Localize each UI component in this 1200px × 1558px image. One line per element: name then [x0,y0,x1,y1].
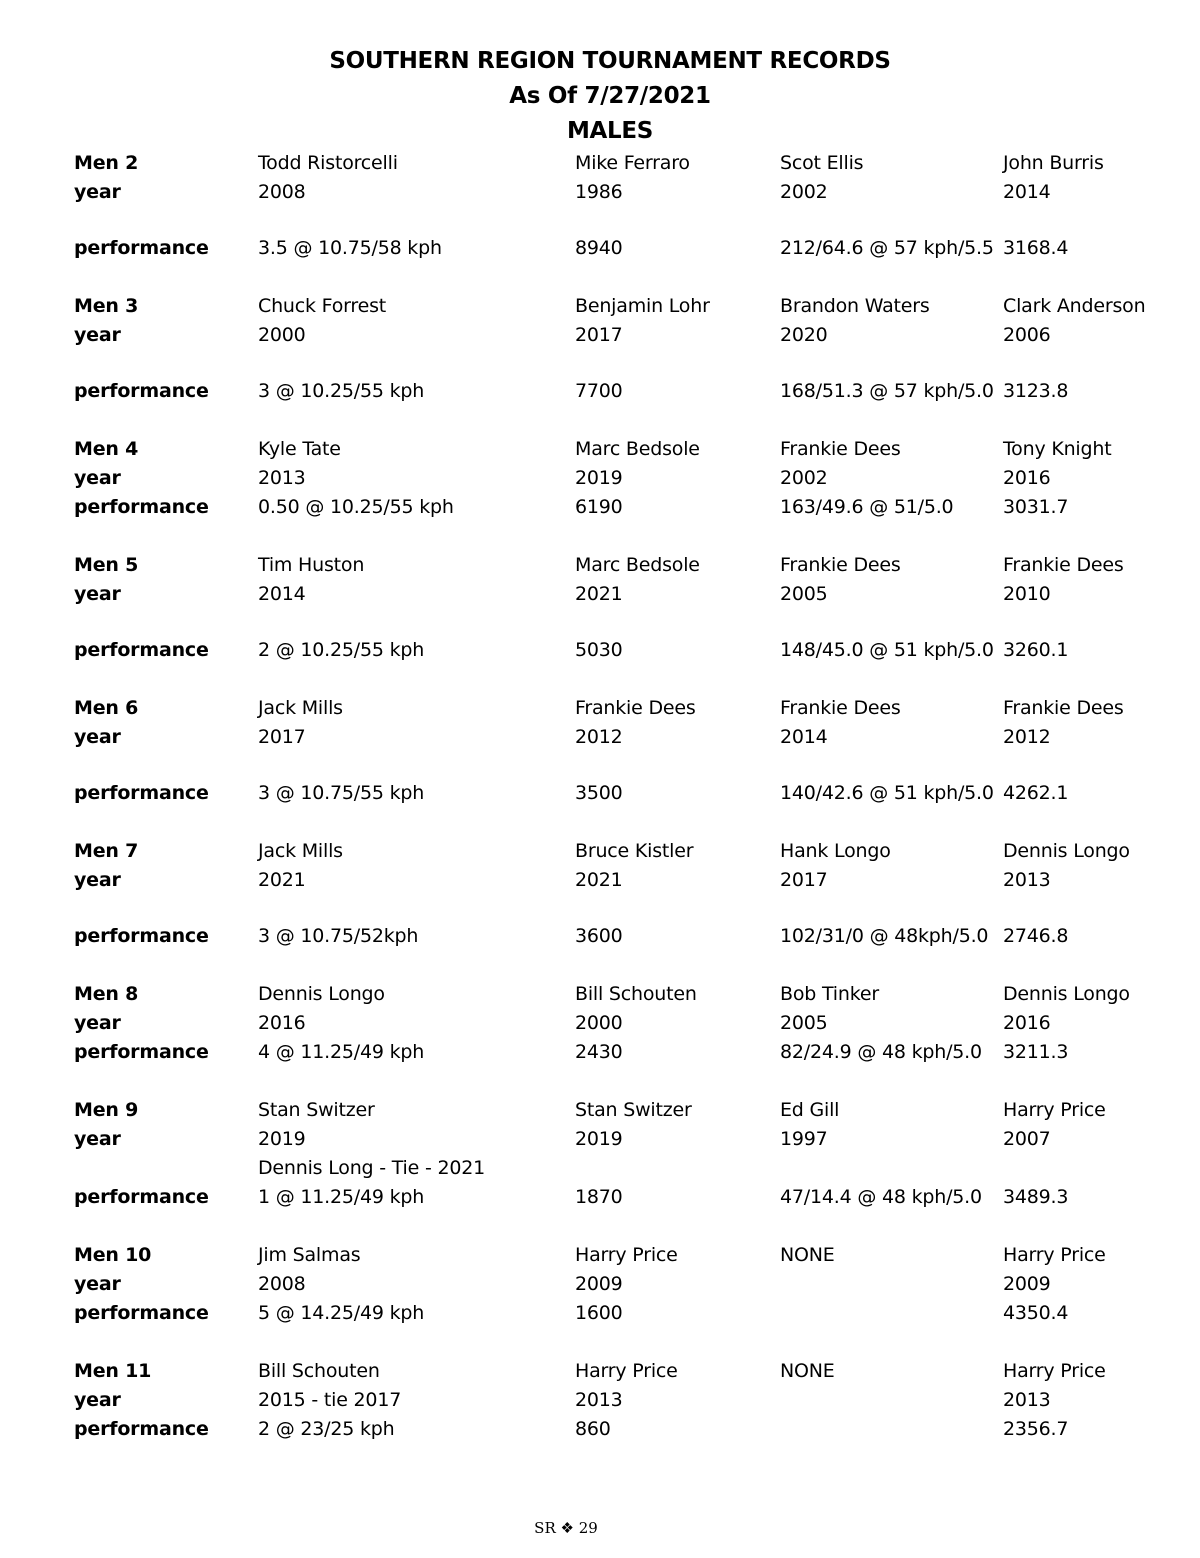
record-group [0,1356,1200,1443]
division-row [0,979,1200,1008]
division-row [0,434,1200,463]
record-cell: Frankie Dees [1003,697,1124,719]
record-cell: Hank Longo [780,840,891,862]
division-row [0,1240,1200,1269]
row-label: performance [74,925,209,947]
record-cell: Dennis Longo [258,983,385,1005]
record-cell: 1870 [575,1186,623,1208]
record-cell: 3168.4 [1003,237,1069,259]
row-label: performance [74,639,209,661]
record-cell: 2002 [780,181,828,203]
record-cell: 4262.1 [1003,782,1069,804]
performance-row [0,608,1200,664]
row-label: Men 10 [74,1244,152,1266]
row-label: Men 7 [74,840,139,862]
record-group [0,434,1200,521]
record-cell: Harry Price [1003,1360,1106,1382]
record-cell: 2012 [1003,726,1051,748]
year-row [0,579,1200,608]
record-cell: Dennis Long - Tie - 2021 [258,1157,486,1179]
record-group [0,291,1200,405]
record-cell: Frankie Dees [575,697,696,719]
record-group [0,836,1200,950]
record-cell: Bill Schouten [575,983,697,1005]
record-cell: Brandon Waters [780,295,930,317]
record-cell: 2019 [575,1128,623,1150]
record-group [0,693,1200,807]
group-spacer [0,405,1200,434]
record-cell: 140/42.6 @ 51 kph/5.0 [780,782,994,804]
record-cell: 2010 [1003,583,1051,605]
division-row [0,1095,1200,1124]
row-label: Men 2 [74,152,139,174]
division-row [0,1356,1200,1385]
record-group [0,148,1200,262]
row-label: year [74,1128,121,1150]
row-label: performance [74,380,209,402]
record-cell: 2009 [575,1273,623,1295]
record-cell: 2005 [780,583,828,605]
performance-row [0,894,1200,950]
record-cell: Stan Switzer [258,1099,375,1121]
row-label: performance [74,1041,209,1063]
year-row [0,865,1200,894]
record-cell: NONE [780,1360,835,1382]
row-label: Men 9 [74,1099,139,1121]
division-row [0,693,1200,722]
record-cell: 2000 [258,324,306,346]
row-label: year [74,324,121,346]
row-label: Men 5 [74,554,139,576]
record-cell: 5 @ 14.25/49 kph [258,1302,425,1324]
row-label: performance [74,782,209,804]
record-cell: 2002 [780,467,828,489]
record-cell: Bill Schouten [258,1360,380,1382]
record-cell: 2014 [780,726,828,748]
record-cell: 2013 [1003,869,1051,891]
record-cell: 0.50 @ 10.25/55 kph [258,496,454,518]
record-cell: 1600 [575,1302,623,1324]
performance-row [0,1037,1200,1066]
record-cell: 1986 [575,181,623,203]
year-row [0,320,1200,349]
record-cell: Mike Ferraro [575,152,690,174]
record-cell: Harry Price [575,1244,678,1266]
division-row [0,550,1200,579]
performance-row [0,751,1200,807]
row-label: performance [74,237,209,259]
record-cell: Chuck Forrest [258,295,387,317]
record-cell: 2013 [575,1389,623,1411]
record-cell: John Burris [1003,152,1104,174]
performance-row [0,206,1200,262]
division-row [0,836,1200,865]
record-cell: 2 @ 23/25 kph [258,1418,395,1440]
row-label: year [74,1389,121,1411]
record-cell: 168/51.3 @ 57 kph/5.0 [780,380,994,402]
record-cell: 5030 [575,639,623,661]
record-cell: 163/49.6 @ 51/5.0 [780,496,954,518]
record-cell: 3600 [575,925,623,947]
record-cell: 47/14.4 @ 48 kph/5.0 [780,1186,982,1208]
record-cell: 2012 [575,726,623,748]
record-cell: Clark Anderson [1003,295,1146,317]
record-cell: 6190 [575,496,623,518]
record-cell: 8940 [575,237,623,259]
group-spacer [0,1211,1200,1240]
record-cell: 3 @ 10.75/52kph [258,925,419,947]
row-label: year [74,181,121,203]
record-cell: 2008 [258,181,306,203]
year-row [0,1269,1200,1298]
group-spacer [0,521,1200,550]
record-cell: 2021 [575,583,623,605]
record-cell: Frankie Dees [780,438,901,460]
record-cell: 2013 [258,467,306,489]
year-row [0,1124,1200,1153]
record-cell: 2356.7 [1003,1418,1069,1440]
record-cell: 1997 [780,1128,828,1150]
performance-row [0,1414,1200,1443]
record-cell: 2430 [575,1041,623,1063]
record-cell: 2016 [258,1012,306,1034]
record-cell: 3 @ 10.75/55 kph [258,782,425,804]
record-cell: Bruce Kistler [575,840,694,862]
record-cell: 2005 [780,1012,828,1034]
record-cell: 3123.8 [1003,380,1069,402]
record-cell: 4 @ 11.25/49 kph [258,1041,425,1063]
record-cell: Frankie Dees [780,554,901,576]
record-cell: Marc Bedsole [575,554,700,576]
record-cell: 2016 [1003,1012,1051,1034]
row-label: year [74,869,121,891]
record-group [0,1095,1200,1211]
record-cell: 2019 [575,467,623,489]
year-row [0,1008,1200,1037]
record-group [0,979,1200,1066]
group-spacer [0,1327,1200,1356]
record-cell: Benjamin Lohr [575,295,710,317]
record-cell: 2006 [1003,324,1051,346]
record-cell: 2017 [780,869,828,891]
year-row [0,463,1200,492]
row-label: Men 11 [74,1360,152,1382]
record-cell: 3260.1 [1003,639,1069,661]
record-cell: 148/45.0 @ 51 kph/5.0 [780,639,994,661]
row-label: year [74,583,121,605]
as-of-date: As Of 7/27/2021 [509,83,711,109]
record-cell: 2013 [1003,1389,1051,1411]
record-cell: Scot Ellis [780,152,864,174]
record-cell: Dennis Longo [1003,983,1130,1005]
record-cell: 3489.3 [1003,1186,1069,1208]
record-cell: 2020 [780,324,828,346]
record-cell: Tony Knight [1003,438,1112,460]
row-label: Men 4 [74,438,139,460]
record-cell: 2000 [575,1012,623,1034]
record-cell: Stan Switzer [575,1099,692,1121]
row-label: year [74,1012,121,1034]
row-label: year [74,726,121,748]
record-cell: 2014 [258,583,306,605]
record-cell: 3500 [575,782,623,804]
record-cell: Jack Mills [258,840,343,862]
record-cell: Tim Huston [258,554,365,576]
row-label: Men 6 [74,697,139,719]
record-cell: 7700 [575,380,623,402]
record-cell: 2746.8 [1003,925,1069,947]
record-cell: 3031.7 [1003,496,1069,518]
record-cell: Harry Price [1003,1099,1106,1121]
record-cell: 2021 [575,869,623,891]
note-row [0,1153,1200,1182]
record-cell: 860 [575,1418,611,1440]
record-cell: 3 @ 10.25/55 kph [258,380,425,402]
record-cell: 4350.4 [1003,1302,1069,1324]
division-row [0,148,1200,177]
record-cell: Harry Price [1003,1244,1106,1266]
record-cell: 2014 [1003,181,1051,203]
performance-row [0,1182,1200,1211]
group-spacer [0,950,1200,979]
record-cell: Marc Bedsole [575,438,700,460]
record-cell: 2007 [1003,1128,1051,1150]
record-cell: 2 @ 10.25/55 kph [258,639,425,661]
record-cell: 1 @ 11.25/49 kph [258,1186,425,1208]
record-cell: 212/64.6 @ 57 kph/5.5 [780,237,994,259]
division-row [0,291,1200,320]
record-cell: 3211.3 [1003,1041,1069,1063]
row-label: performance [74,1418,209,1440]
record-cell: Dennis Longo [1003,840,1130,862]
record-cell: Jim Salmas [258,1244,361,1266]
year-row [0,177,1200,206]
row-label: performance [74,1186,209,1208]
row-label: performance [74,1302,209,1324]
row-label: year [74,1273,121,1295]
record-group [0,550,1200,664]
record-cell: Todd Ristorcelli [258,152,398,174]
performance-row [0,492,1200,521]
record-cell: 102/31/0 @ 48kph/5.0 [780,925,989,947]
record-cell: 82/24.9 @ 48 kph/5.0 [780,1041,982,1063]
group-spacer [0,664,1200,693]
section-title: MALES [566,118,654,144]
record-cell: 2016 [1003,467,1051,489]
row-label: year [74,467,121,489]
row-label: performance [74,496,209,518]
group-spacer [0,1066,1200,1095]
record-cell: Ed Gill [780,1099,840,1121]
records-table [0,148,1200,1443]
record-cell: Frankie Dees [780,697,901,719]
row-label: Men 8 [74,983,139,1005]
record-cell: 2008 [258,1273,306,1295]
performance-row [0,1298,1200,1327]
page-title: SOUTHERN REGION TOURNAMENT RECORDS [329,48,891,74]
record-cell: Harry Price [575,1360,678,1382]
record-cell: Bob Tinker [780,983,879,1005]
record-cell: 2009 [1003,1273,1051,1295]
record-cell: 2017 [575,324,623,346]
group-spacer [0,262,1200,291]
page-header [0,44,1200,149]
record-cell: 2019 [258,1128,306,1150]
record-cell: 2021 [258,869,306,891]
record-cell: 3.5 @ 10.75/58 kph [258,237,442,259]
record-cell: Jack Mills [258,697,343,719]
record-cell: 2015 - tie 2017 [258,1389,402,1411]
group-spacer [0,807,1200,836]
year-row [0,1385,1200,1414]
record-cell: Kyle Tate [258,438,341,460]
record-group [0,1240,1200,1327]
record-cell: 2017 [258,726,306,748]
year-row [0,722,1200,751]
row-label: Men 3 [74,295,139,317]
record-cell: NONE [780,1244,835,1266]
performance-row [0,349,1200,405]
record-cell: Frankie Dees [1003,554,1124,576]
page-footer: SR ❖ 29 [534,1519,598,1537]
